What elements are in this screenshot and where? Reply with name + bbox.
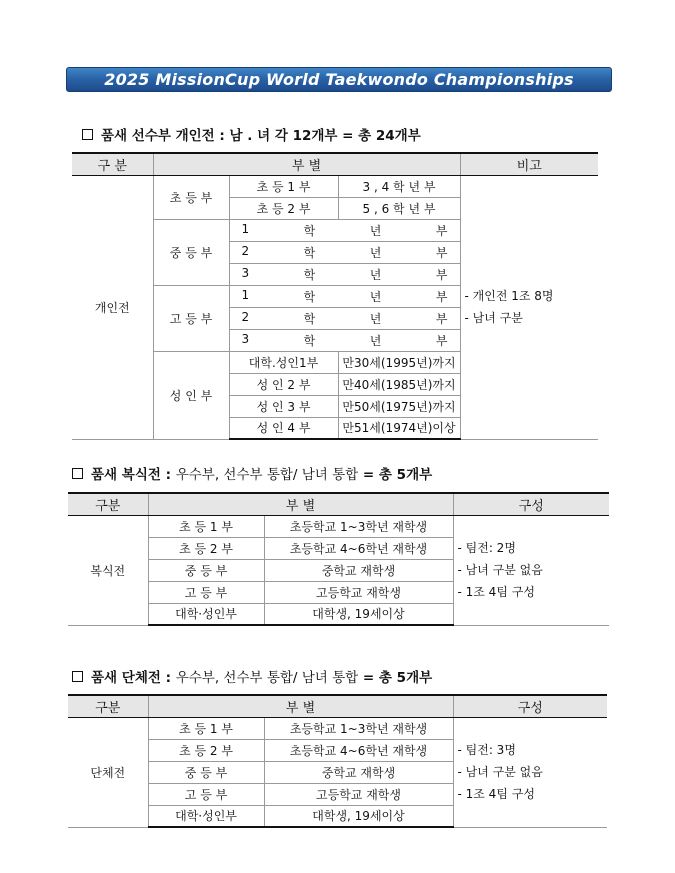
- pair-table: [68, 492, 609, 626]
- eligibility-cell: 중학교 재학생: [264, 761, 453, 783]
- grade-token: 부: [435, 333, 448, 348]
- division-cell: 성 인 3 부: [229, 395, 338, 417]
- division-cell: 초 등 2 부: [148, 537, 264, 559]
- division-cell: 고 등 부: [148, 581, 264, 603]
- grade-token: 년: [369, 289, 382, 304]
- remark-line: - 남녀 구분: [464, 311, 523, 325]
- division-cell: 초 등 1 부: [229, 175, 338, 197]
- remarks-cell: [460, 175, 598, 439]
- grade-cell: [229, 263, 460, 285]
- section3-heading-mid: 우수부, 선수부 통합/ 남녀 통합: [175, 670, 359, 686]
- section1-heading: [82, 124, 421, 144]
- division-cell: 초 등 2 부: [229, 197, 338, 219]
- eligibility-cell: 고등학교 재학생: [264, 581, 453, 603]
- composition-line: - 1조 4팀 구성: [457, 787, 535, 801]
- age-cell: 만51세(1974년)이상: [338, 417, 460, 439]
- age-cell: 만40세(1985년)까지: [338, 373, 460, 395]
- section2-heading-end: = 총 5개부: [362, 467, 433, 483]
- division-cell: 성 인 4 부: [229, 417, 338, 439]
- section3-heading-bold: 품새 단체전 :: [91, 670, 172, 686]
- section2-heading: [72, 463, 432, 483]
- group-name-cell: 성 인 부: [153, 351, 229, 439]
- composition-line: - 팀전: 3명: [457, 743, 516, 757]
- division-cell: 초 등 1 부: [148, 515, 264, 537]
- division-cell: 초 등 1 부: [148, 717, 264, 739]
- composition-line: - 남녀 구분 없음: [457, 765, 543, 779]
- table-row: [72, 175, 598, 197]
- section3-heading: [72, 666, 432, 686]
- grade-token: 3: [241, 331, 250, 346]
- team-table: [68, 694, 607, 828]
- grade-cell: [229, 285, 460, 307]
- header-category: 구분: [68, 493, 148, 515]
- division-cell: 중 등 부: [148, 559, 264, 581]
- eligibility-cell: 대학생, 19세이상: [264, 805, 453, 827]
- eligibility-cell: 초등학교 4~6학년 재학생: [264, 537, 453, 559]
- division-cell: 고 등 부: [148, 783, 264, 805]
- table-row: [68, 717, 607, 739]
- grade-cell: [229, 307, 460, 329]
- section2-heading-mid: 우수부, 선수부 통합/ 남녀 통합: [175, 467, 359, 483]
- grade-token: 1: [241, 221, 250, 236]
- grade-token: 부: [435, 289, 448, 304]
- division-cell: 초 등 2 부: [148, 739, 264, 761]
- grade-token: 년: [369, 267, 382, 282]
- header-remarks: 비고: [460, 153, 598, 175]
- composition-line: - 남녀 구분 없음: [457, 563, 543, 577]
- division-cell: 대학.성인1부: [229, 351, 338, 373]
- composition-line: - 1조 4팀 구성: [457, 585, 535, 599]
- grade-token: 부: [435, 245, 448, 260]
- header-composition: 구성: [453, 695, 607, 717]
- grade-token: 부: [435, 311, 448, 326]
- header-category: 구분: [68, 695, 148, 717]
- grade-cell: [229, 219, 460, 241]
- remark-line: - 개인전 1조 8명: [464, 289, 554, 303]
- category-cell: 개인전: [72, 175, 153, 439]
- section3-heading-end: = 총 5개부: [362, 670, 433, 686]
- division-cell: 대학·성인부: [148, 805, 264, 827]
- banner-title: 2025 MissionCup World Taekwondo Championships: [104, 70, 574, 89]
- age-cell: 3 , 4 학 년 부: [338, 175, 460, 197]
- group-name-cell: 고 등 부: [153, 285, 229, 351]
- grade-token: 년: [369, 333, 382, 348]
- grade-token: 2: [241, 243, 250, 258]
- header-division: 부 별: [148, 695, 453, 717]
- grade-token: 부: [435, 267, 448, 282]
- checkbox-square-icon: [72, 671, 83, 682]
- grade-token: 학: [303, 333, 316, 348]
- age-cell: 만50세(1975년)까지: [338, 395, 460, 417]
- grade-token: 학: [303, 311, 316, 326]
- grade-token: 학: [303, 267, 316, 282]
- division-cell: 중 등 부: [148, 761, 264, 783]
- group-name-cell: 초 등 부: [153, 175, 229, 219]
- eligibility-cell: 초등학교 1~3학년 재학생: [264, 515, 453, 537]
- eligibility-cell: 대학생, 19세이상: [264, 603, 453, 625]
- grade-token: 학: [303, 245, 316, 260]
- eligibility-cell: 초등학교 4~6학년 재학생: [264, 739, 453, 761]
- table-row: [68, 515, 609, 537]
- grade-token: 년: [369, 311, 382, 326]
- section1-heading-text: 품새 선수부 개인전 : 남 . 녀 각 12개부 = 총 24개부: [101, 128, 421, 144]
- eligibility-cell: 고등학교 재학생: [264, 783, 453, 805]
- grade-token: 3: [241, 265, 250, 280]
- grade-token: 학: [303, 289, 316, 304]
- grade-token: 년: [369, 245, 382, 260]
- division-cell: 성 인 2 부: [229, 373, 338, 395]
- group-name-cell: 중 등 부: [153, 219, 229, 285]
- category-cell: 단체전: [68, 717, 148, 827]
- individual-table: [72, 152, 598, 440]
- age-cell: 만30세(1995년)까지: [338, 351, 460, 373]
- grade-token: 1: [241, 287, 250, 302]
- composition-cell: [453, 717, 607, 827]
- grade-token: 2: [241, 309, 250, 324]
- composition-line: - 팀전: 2명: [457, 541, 516, 555]
- eligibility-cell: 중학교 재학생: [264, 559, 453, 581]
- header-division: 부 별: [148, 493, 453, 515]
- grade-token: 학: [303, 223, 316, 238]
- checkbox-square-icon: [82, 129, 93, 140]
- checkbox-square-icon: [72, 468, 83, 479]
- grade-token: 부: [435, 223, 448, 238]
- eligibility-cell: 초등학교 1~3학년 재학생: [264, 717, 453, 739]
- composition-cell: [453, 515, 609, 625]
- grade-cell: [229, 329, 460, 351]
- header-division: 부 별: [153, 153, 460, 175]
- title-banner: [66, 67, 612, 92]
- section2-heading-bold: 품새 복식전 :: [91, 467, 172, 483]
- header-category: 구 분: [72, 153, 153, 175]
- grade-cell: [229, 241, 460, 263]
- header-composition: 구성: [453, 493, 609, 515]
- grade-token: 년: [369, 223, 382, 238]
- age-cell: 5 , 6 학 년 부: [338, 197, 460, 219]
- category-cell: 복식전: [68, 515, 148, 625]
- division-cell: 대학·성인부: [148, 603, 264, 625]
